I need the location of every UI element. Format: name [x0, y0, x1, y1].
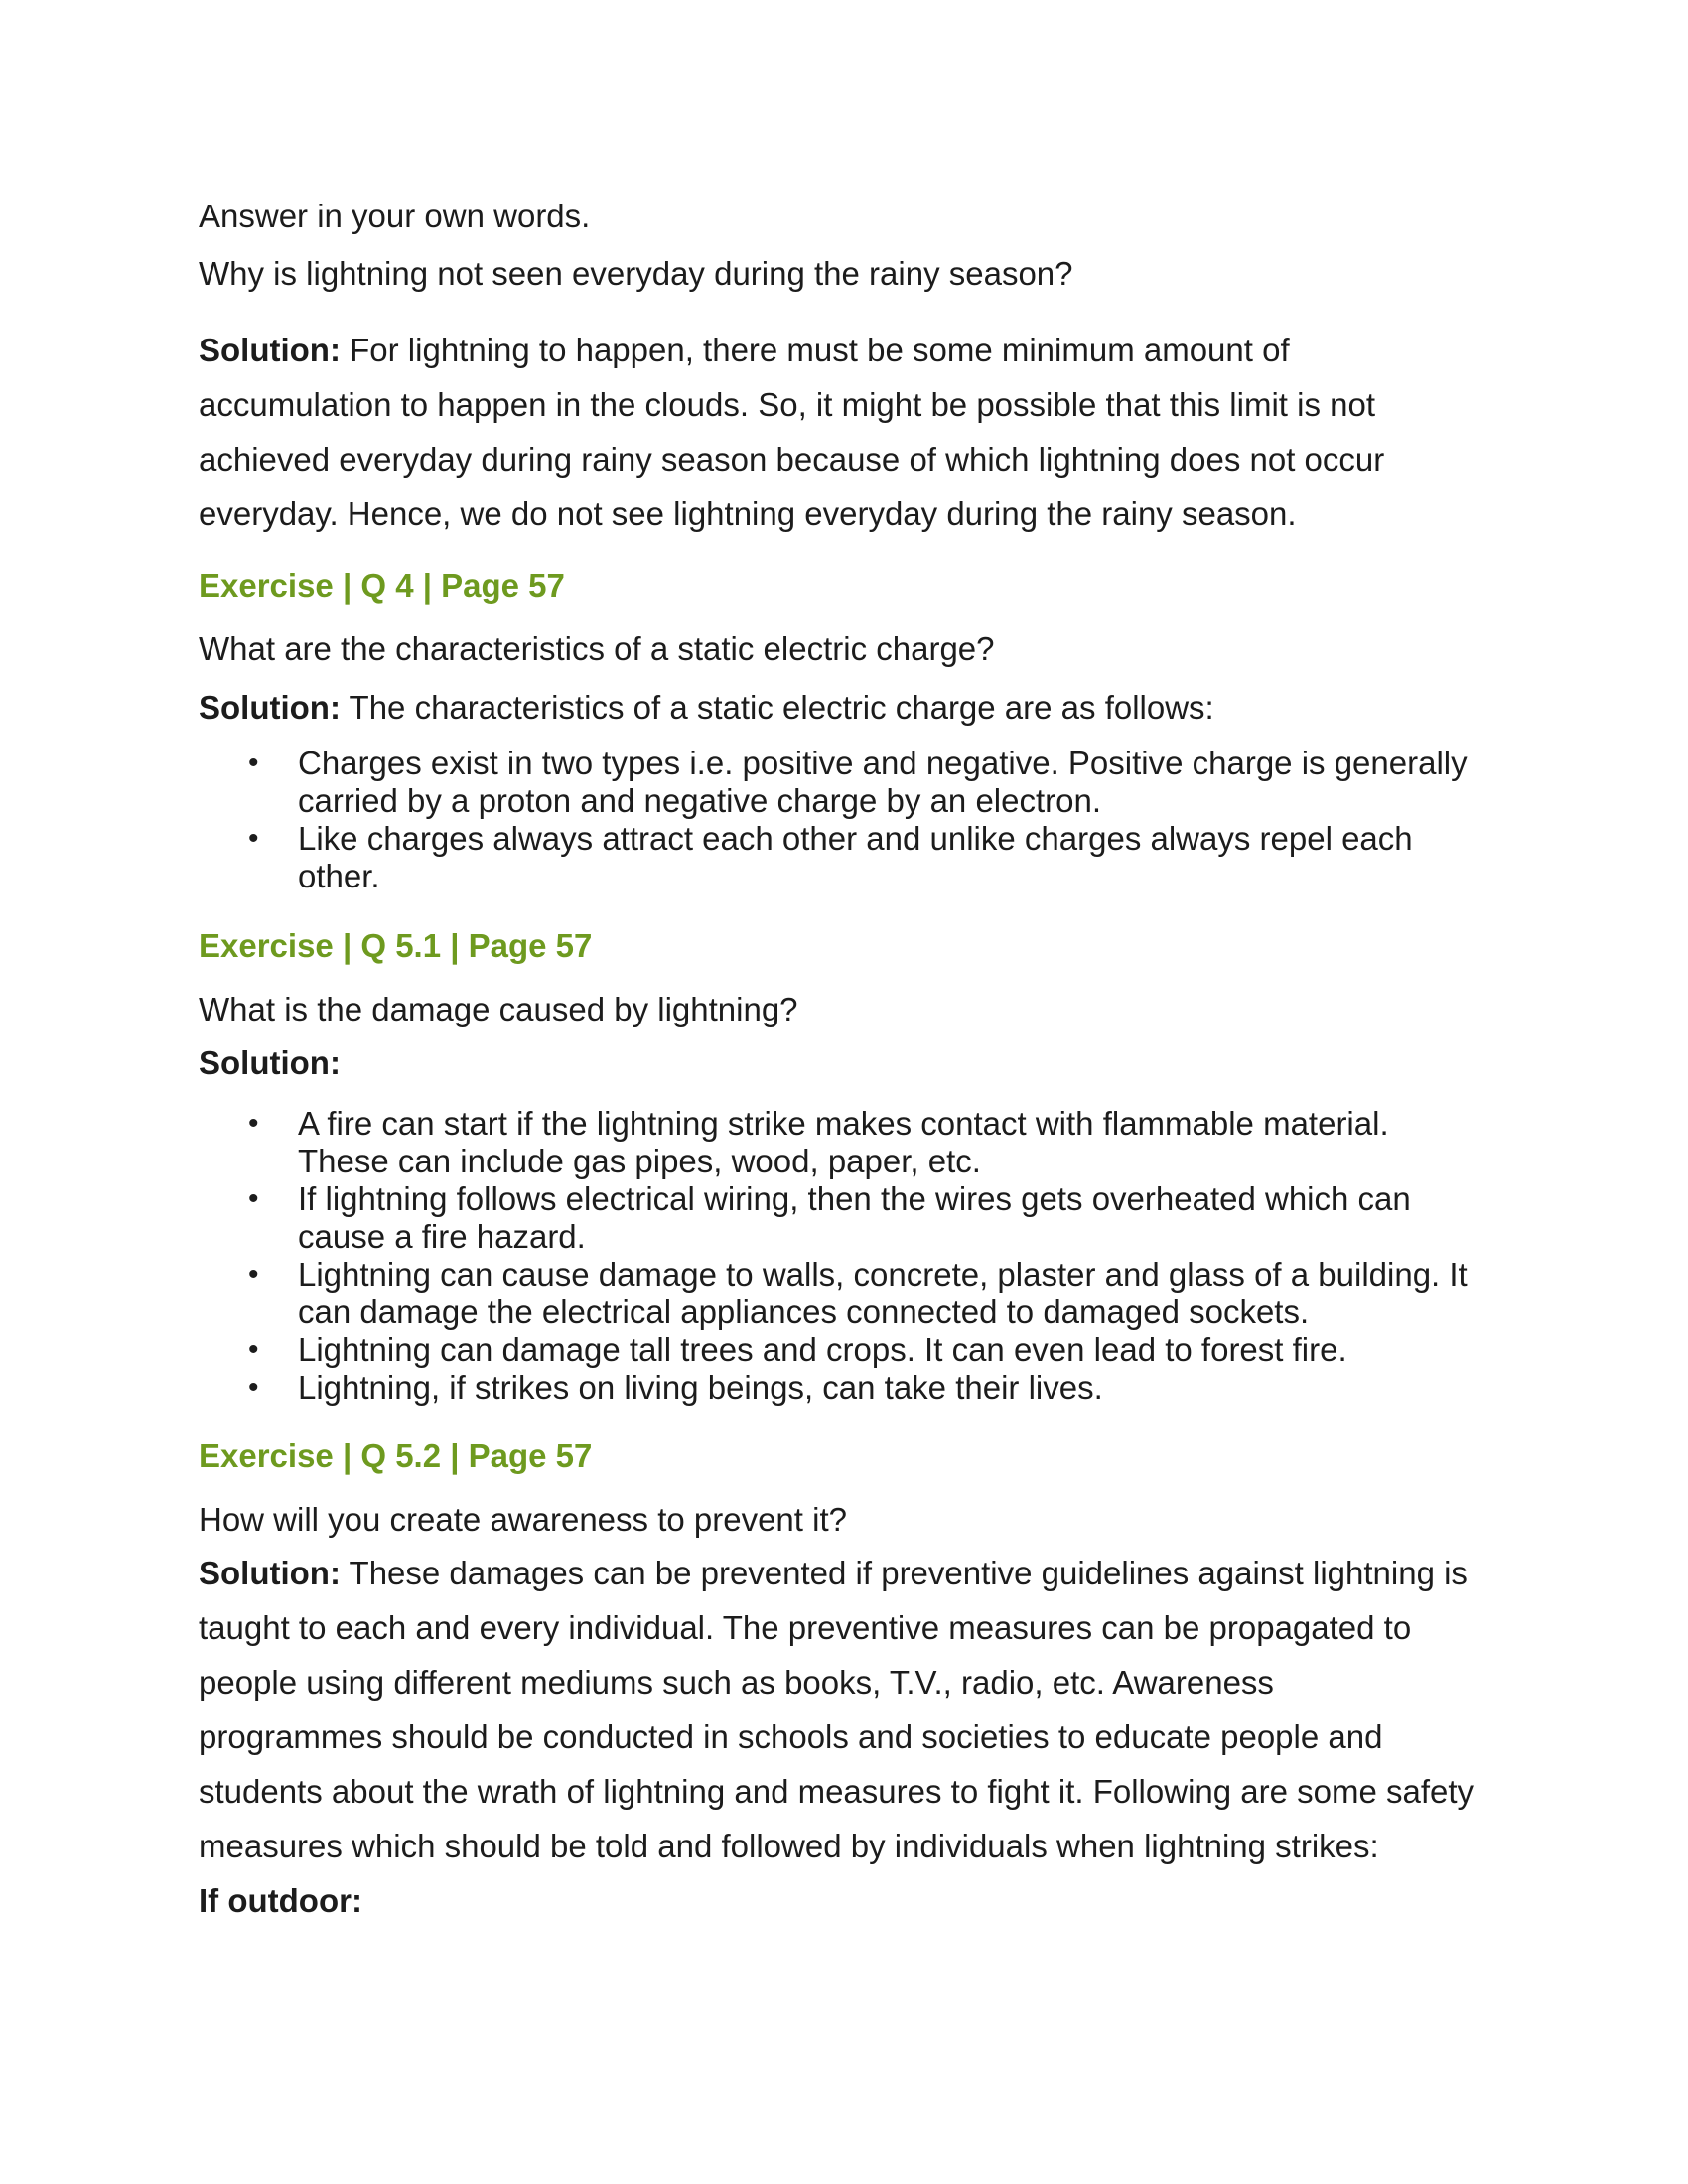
solution-line: [199, 680, 1509, 735]
bullet-icon: •: [248, 1107, 259, 1140]
question-text: How will you create awareness to prevent it?: [199, 1501, 847, 1538]
list-item: [199, 1256, 1509, 1331]
exercise-heading: Exercise | Q 4 | Page 57: [199, 567, 565, 604]
question-text: What are the characteristics of a static electric charge?: [199, 630, 995, 667]
solution-line: [199, 323, 1509, 377]
solution-line: everyday. Hence, we do not see lightning everyday during the rainy season.: [199, 495, 1297, 532]
solution-label: Solution:: [199, 332, 341, 368]
bullet-icon: •: [248, 822, 259, 855]
list-item-line: A fire can start if the lightning strike makes contact with flammable material.: [298, 1105, 1389, 1142]
subheading-label: If outdoor:: [199, 1882, 362, 1919]
list-item: [199, 745, 1509, 820]
list-item-line: cause a fire hazard.: [298, 1218, 586, 1255]
solution-line-text: These damages can be prevented if preventive guidelines against lightning is: [349, 1555, 1468, 1591]
solution-line-text: For lightning to happen, there must be some minimum amount of: [350, 332, 1290, 368]
list-item-line: Lightning can damage tall trees and crops. It can even lead to forest fire.: [298, 1331, 1347, 1368]
q52-section: [199, 1436, 1509, 1919]
solution-text: The characteristics of a static electric charge are as follows:: [349, 689, 1214, 726]
solution-line: programmes should be conducted in schools and societies to educate people and: [199, 1718, 1383, 1755]
list-item-line: Lightning can cause damage to walls, concrete, plaster and glass of a building. It: [298, 1256, 1468, 1293]
bullet-list: [199, 1105, 1509, 1407]
list-item-line: Lightning, if strikes on living beings, can take their lives.: [298, 1369, 1103, 1406]
question-text: What is the damage caused by lightning?: [199, 991, 798, 1027]
solution-line: achieved everyday during rainy season because of which lightning does not occur: [199, 441, 1385, 478]
exercise-heading: Exercise | Q 5.1 | Page 57: [199, 927, 593, 964]
bullet-icon: •: [248, 1371, 259, 1404]
solution-label: Solution:: [199, 689, 341, 726]
q51-section: [199, 926, 1509, 1406]
bullet-icon: •: [248, 1182, 259, 1215]
bullet-icon: •: [248, 747, 259, 779]
list-item: [199, 1369, 1509, 1407]
list-item-line: If lightning follows electrical wiring, then the wires gets overheated which can: [298, 1180, 1411, 1217]
list-item-line: These can include gas pipes, wood, paper, etc.: [298, 1143, 981, 1179]
solution-line: taught to each and every individual. The preventive measures can be propagated to: [199, 1609, 1412, 1646]
solution-block: [199, 1546, 1519, 1928]
solution-line: measures which should be told and followed by individuals when lightning strikes:: [199, 1828, 1379, 1864]
solution-label: Solution:: [199, 1555, 341, 1591]
bullet-icon: •: [248, 1333, 259, 1366]
solution-line: accumulation to happen in the clouds. So, it might be possible that this limit is not: [199, 386, 1375, 423]
list-item: [199, 820, 1509, 895]
list-item-line: other.: [298, 858, 380, 894]
instruction-text: Answer in your own words.: [199, 198, 591, 234]
list-item-line: Charges exist in two types i.e. positive and negative. Positive charge is generally: [298, 745, 1468, 781]
solution-line: [199, 1546, 1519, 1600]
list-item: [199, 1105, 1509, 1180]
list-item: [199, 1331, 1509, 1369]
solution-line: students about the wrath of lightning and measures to fight it. Following are some safety: [199, 1773, 1475, 1810]
list-item-line: carried by a proton and negative charge by an electron.: [298, 782, 1102, 819]
solution-label: Solution:: [199, 1044, 341, 1081]
question-text: Why is lightning not seen everyday during the rainy season?: [199, 255, 1073, 292]
list-item: [199, 1180, 1509, 1256]
list-item-line: Like charges always attract each other and unlike charges always repel each: [298, 820, 1413, 857]
solution-line: [199, 1035, 341, 1090]
solution-line: people using different mediums such as books, T.V., radio, etc. Awareness: [199, 1664, 1274, 1701]
list-item-line: can damage the electrical appliances connected to damaged sockets.: [298, 1294, 1310, 1330]
solution-block: [199, 323, 1509, 541]
q4-section: [199, 566, 1509, 894]
subheading: [199, 1873, 1519, 1928]
bullet-icon: •: [248, 1258, 259, 1291]
bullet-list: [199, 745, 1509, 895]
exercise-heading: Exercise | Q 5.2 | Page 57: [199, 1437, 593, 1474]
